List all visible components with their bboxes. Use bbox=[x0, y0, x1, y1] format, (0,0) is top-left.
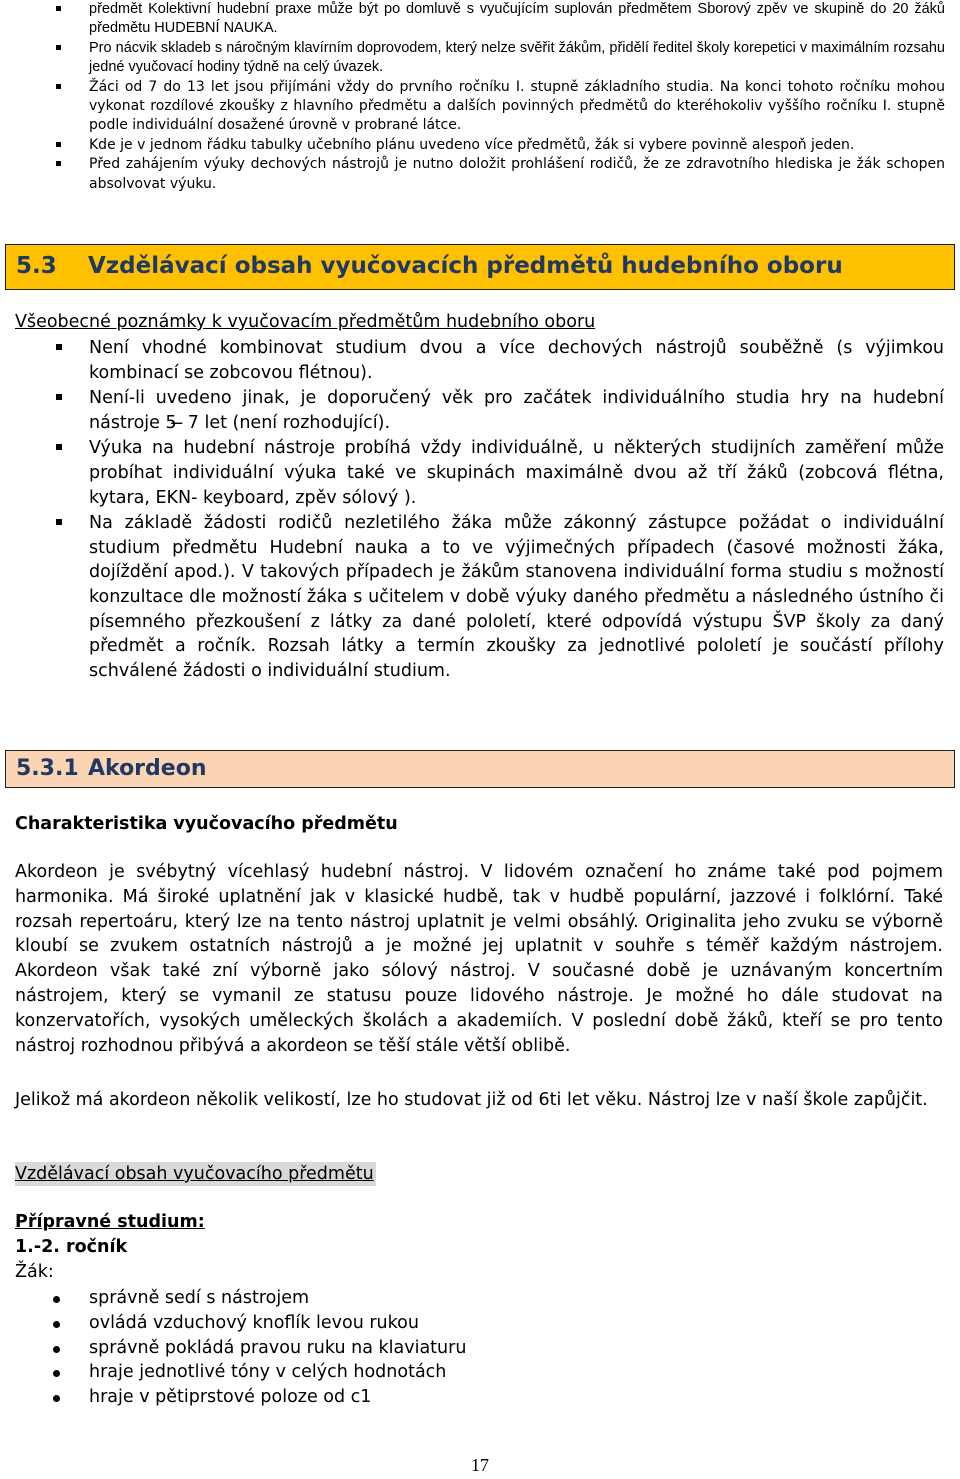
list-item: Pro nácvik skladeb s náročným klavírním doprovodem, který nelze svěřit žákům, přidělí ředitel školy korepetici v maximálním rozsahu jedné vyučovací hodiny týdně na celý úvazek. bbox=[0, 39, 960, 78]
characteristics-paragraph: Akordeon je svébytný vícehlasý hudební nástroj. V lidovém označení ho známe také pod pojmem harmonika. Má široké uplatnění jak v klasické hudbě, tak v hudbě populární, jazzové i folklórní. Také rozsah repertoáru, který lze na tento nástroj uplatnit je velmi obsáhlý. Originalita jeho zvuku se výborně kloubí se zvukem ostatních nástrojů a je možné jej uplatnit v souhře s téměř každým nástrojem. Akordeon však také zní výborně jako sólový nástroj. V současné době je uznávaným koncertním nástrojem, který se vymanil ze statusu pouze lidového nástroje. Je možné ho dále studovat na konzervatořích, vysokých uměleckých školách a akademiích. V poslední době žáků, kteří se pro tento nástroj rozhodnou přibývá a akordeon se těší stále větší oblibě. bbox=[15, 862, 943, 1056]
characteristics-paragraph: Jelikož má akordeon několik velikostí, lze ho studovat již od 6ti let věku. Nástroj lze v naší škole zapůjčit. bbox=[15, 1090, 928, 1110]
list-item: Před zahájením výuky dechových nástrojů je nutno doložit prohlášení rodičů, že ze zdravotního hlediska je žák schopen absolvovat výuku. bbox=[0, 155, 960, 194]
round-bullet-icon bbox=[53, 1296, 60, 1303]
square-bullet-icon bbox=[56, 519, 62, 525]
list-item: Kde je v jednom řádku tabulky učebního plánu uvedeno více předmětů, žák si vybere povinně alespoň jeden. bbox=[0, 136, 960, 155]
section-number: 5.3 bbox=[16, 253, 57, 279]
pupil-label: Žák: bbox=[15, 1262, 54, 1282]
square-bullet-icon bbox=[56, 142, 61, 147]
preparatory-study-title: Přípravné studium: bbox=[15, 1212, 205, 1232]
section-heading-5-3 bbox=[5, 244, 955, 290]
round-bullet-icon bbox=[53, 1395, 60, 1402]
square-bullet-icon bbox=[56, 6, 61, 11]
top-bullet-list bbox=[0, 0, 960, 194]
grade-label: 1.-2. ročník bbox=[15, 1237, 128, 1257]
square-bullet-icon bbox=[56, 161, 61, 166]
general-notes-title: Všeobecné poznámky k vyučovacím předmětům hudebního oboru bbox=[15, 312, 596, 332]
square-bullet-icon bbox=[56, 344, 62, 350]
list-item: hraje v pětiprstové poloze od c1 bbox=[0, 1385, 466, 1410]
section-title: Vzdělávací obsah vyučovacích předmětů hudebního oboru bbox=[88, 253, 843, 279]
general-notes-list bbox=[0, 336, 960, 683]
round-bullet-icon bbox=[53, 1321, 60, 1328]
list-item: ovládá vzduchový knoflík levou rukou bbox=[0, 1311, 466, 1336]
list-item: Na základě žádosti rodičů nezletilého žáka může zákonný zástupce požádat o individuální studium předmětu Hudební nauka a to ve výjimečných případech (časové možnosti žáka, dojíždění apod.). V takových případech je žákům stanovena individuální forma studiu s možností konzultace dle možností žáka s učitelem v době výuky daného předmětu a následného ústního či písemného přezkoušení z látky za dané pololetí, které odpovídá výstupu ŠVP školy za daný předmět a ročník. Rozsah látky a termín zkoušky za jednotlivé pololetí je součástí přílohy schválené žádosti o individuální studium. bbox=[0, 511, 960, 683]
list-item: předmět Kolektivní hudební praxe může být po domluvě s vyučujícím suplován předmětem Sborový zpěv ve skupině do 20 žáků předmětu HUDEBNÍ NAUKA. bbox=[0, 0, 960, 39]
characteristics-title: Charakteristika vyučovacího předmětu bbox=[15, 814, 398, 834]
list-item: Není-li uvedeno jinak, je doporučený věk pro začátek individuálního studia hry na hudební nástroje 5 ̶ 7 let (není rozhodující). bbox=[0, 386, 960, 435]
round-bullet-icon bbox=[53, 1346, 60, 1353]
outcomes-list bbox=[0, 1286, 466, 1410]
section-title: Akordeon bbox=[88, 756, 207, 781]
page-number: 17 bbox=[471, 1455, 489, 1475]
list-item: hraje jednotlivé tóny v celých hodnotách bbox=[0, 1360, 466, 1385]
section-number: 5.3.1 bbox=[16, 756, 79, 781]
section-heading-5-3-1 bbox=[5, 750, 955, 788]
list-item: Není vhodné kombinovat studium dvou a více dechových nástrojů souběžně (s výjimkou kombinací se zobcovou flétnou). bbox=[0, 336, 960, 385]
square-bullet-icon bbox=[56, 84, 61, 89]
list-item: správně pokládá pravou ruku na klaviaturu bbox=[0, 1336, 466, 1361]
square-bullet-icon bbox=[56, 45, 61, 50]
list-item: Žáci od 7 do 13 let jsou přijímáni vždy do prvního ročníku I. stupně základního studia. Na konci tohoto ročníku mohou vykonat rozdílové zkoušky z hlavního předmětu a dalších povinných předmětů do kteréhokoliv vyššího ročníku I. stupně podle individuální dosažené úrovně v probrané látce. bbox=[0, 78, 960, 136]
square-bullet-icon bbox=[56, 394, 62, 400]
content-title: Vzdělávací obsah vyučovacího předmětu bbox=[15, 1164, 374, 1184]
square-bullet-icon bbox=[56, 444, 62, 450]
list-item: správně sedí s nástrojem bbox=[0, 1286, 466, 1311]
list-item: Výuka na hudební nástroje probíhá vždy individuálně, u některých studijních zaměření může probíhat individuální výuka také ve skupinách maximálně dvou až tří žáků (zobcová flétna, kytara, EKN- keyboard, zpěv sólový ). bbox=[0, 436, 960, 510]
round-bullet-icon bbox=[53, 1370, 60, 1377]
